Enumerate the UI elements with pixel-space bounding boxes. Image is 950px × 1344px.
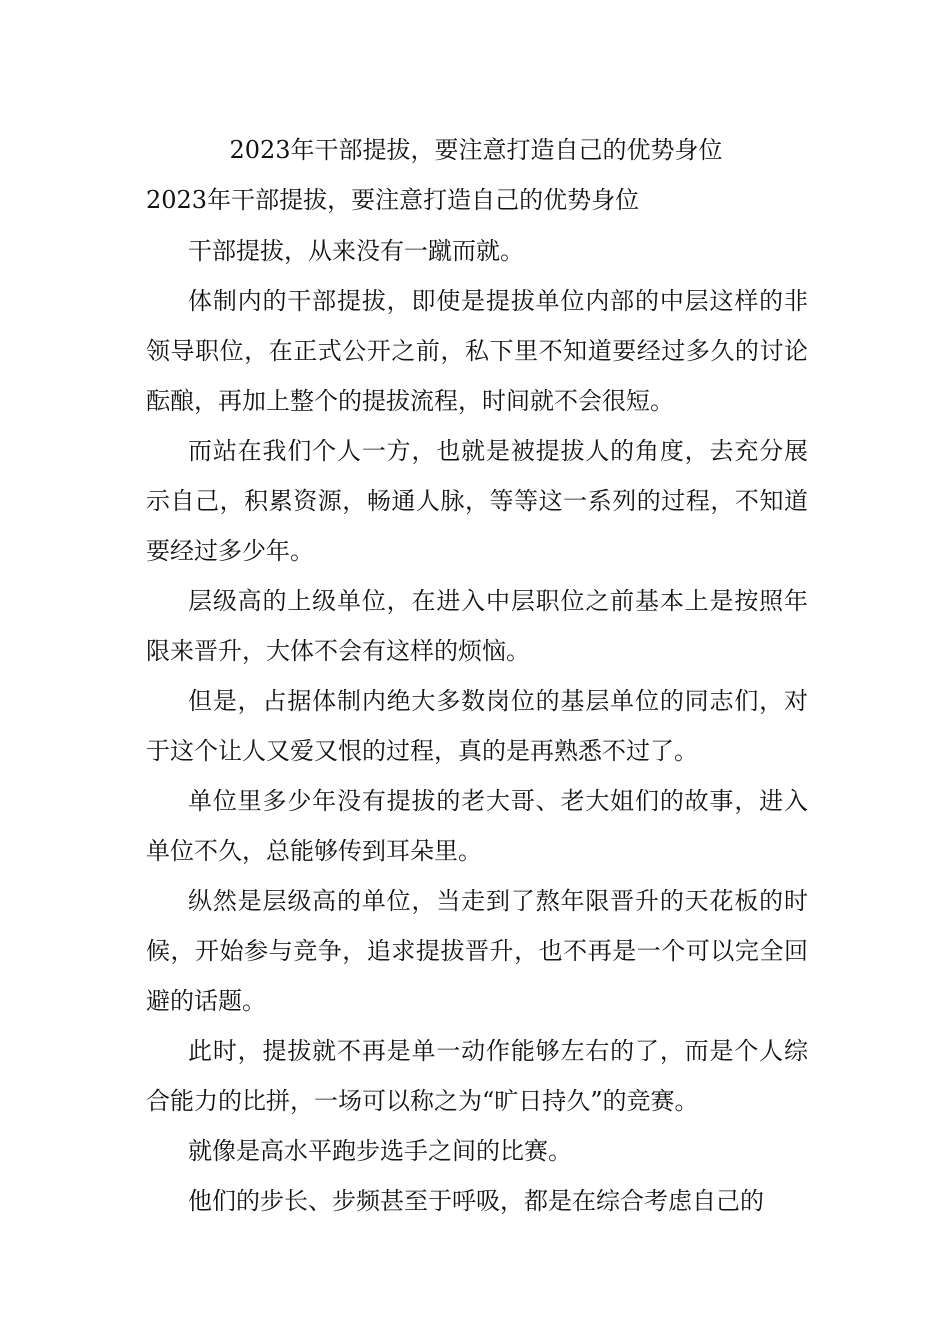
paragraph-10: 他们的步长、步频甚至于呼吸，都是在综合考虑自己的 [188, 1187, 764, 1215]
paragraph-1: 干部提拔，从来没有一蹴而就。 [188, 237, 524, 265]
document-subtitle: 2023年干部提拔，要注意打造自己的优势身位 [146, 186, 640, 214]
paragraph-5: 但是，占据体制内绝大多数岗位的基层单位的同志们，对于这个让人又爱又恨的过程，真的是再熟悉不过了。 [146, 687, 808, 765]
paragraph-7: 纵然是层级高的单位，当走到了熬年限晋升的天花板的时候，开始参与竞争，追求提拔晋升，也不再是一个可以完全回避的话题。 [146, 887, 808, 1015]
paragraph-8: 此时，提拔就不再是单一动作能够左右的了，而是个人综合能力的比拼，一场可以称之为“旷日持久”的竞赛。 [146, 1037, 808, 1115]
document-title: 2023年干部提拔，要注意打造自己的优势身位 [229, 136, 723, 164]
paragraph-2: 体制内的干部提拔，即使是提拔单位内部的中层这样的非领导职位，在正式公开之前，私下里不知道要经过多久的讨论酝酿，再加上整个的提拔流程，时间就不会很短。 [146, 287, 808, 415]
paragraph-9: 就像是高水平跑步选手之间的比赛。 [188, 1137, 572, 1165]
paragraph-6: 单位里多少年没有提拔的老大哥、老大姐们的故事，进入单位不久，总能够传到耳朵里。 [146, 787, 808, 865]
paragraph-3: 而站在我们个人一方，也就是被提拔人的角度，去充分展示自己，积累资源，畅通人脉，等等这一系列的过程，不知道要经过多少年。 [146, 437, 808, 565]
document-body [146, 226, 808, 1226]
paragraph-4: 层级高的上级单位，在进入中层职位之前基本上是按照年限来晋升，大体不会有这样的烦恼。 [146, 587, 808, 665]
